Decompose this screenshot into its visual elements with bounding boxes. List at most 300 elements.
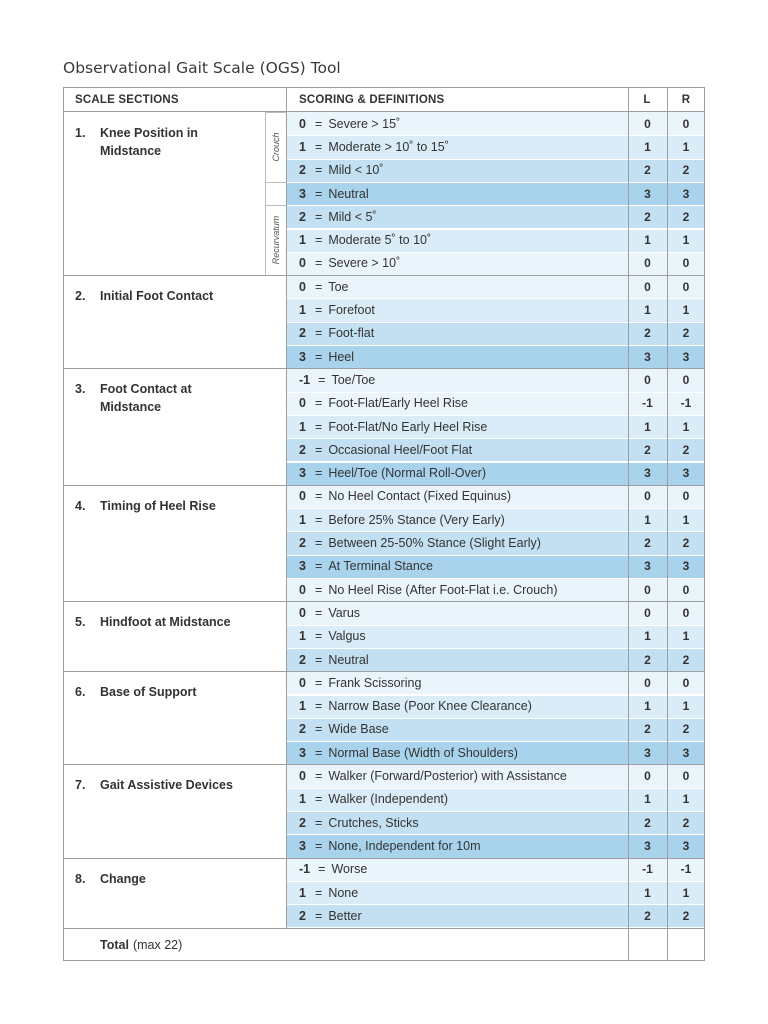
score-definition: Between 25-50% Stance (Slight Early) <box>328 536 541 551</box>
column-divider-definitions <box>286 87 287 929</box>
subgroup-edge <box>265 205 286 206</box>
section-heading <box>75 870 240 888</box>
left-score-cell[interactable]: 1 <box>628 881 667 904</box>
right-score-cell[interactable]: 2 <box>667 159 705 182</box>
left-score-cell[interactable]: 0 <box>628 578 667 601</box>
section-number: 8. <box>75 871 86 886</box>
table-border-right <box>704 87 705 961</box>
equals-sign: = <box>315 815 323 830</box>
score-value: -1 <box>299 372 311 387</box>
scoring-row <box>286 578 628 601</box>
scoring-row <box>286 392 628 415</box>
section-number: 7. <box>75 778 86 793</box>
scoring-row <box>286 112 628 135</box>
equals-sign: = <box>315 489 323 504</box>
score-value: 2 <box>299 209 306 224</box>
scoring-row <box>286 834 628 857</box>
score-value: 1 <box>299 629 306 644</box>
section-heading <box>75 776 240 794</box>
right-score-cell[interactable]: 3 <box>667 182 705 205</box>
score-definition: None <box>328 885 359 900</box>
section-divider <box>63 368 705 369</box>
score-definition: Mild < 10˚ <box>328 163 384 178</box>
left-score-cell[interactable]: 1 <box>628 508 667 531</box>
scoring-row <box>286 811 628 834</box>
equals-sign: = <box>315 745 323 760</box>
right-score-cell[interactable]: 3 <box>667 834 705 857</box>
score-value: 1 <box>299 792 306 807</box>
scoring-row <box>286 415 628 438</box>
score-definition: Foot-flat <box>328 326 375 341</box>
score-definition: Mild < 5˚ <box>328 209 377 224</box>
score-definition: No Heel Rise (After Foot-Flat i.e. Crouch) <box>328 582 558 597</box>
score-value: 1 <box>299 885 306 900</box>
equals-sign: = <box>315 233 323 248</box>
right-score-cell[interactable]: 3 <box>667 555 705 578</box>
score-definition: Toe <box>328 279 349 294</box>
scoring-row <box>286 345 628 368</box>
document-title: Observational Gait Scale (OGS) Tool <box>63 59 341 77</box>
scoring-row <box>286 275 628 298</box>
section-label <box>63 671 286 764</box>
left-score-cell[interactable]: 1 <box>628 298 667 321</box>
score-value: 3 <box>299 745 306 760</box>
score-definition: Neutral <box>328 186 369 201</box>
right-score-cell[interactable]: -1 <box>667 858 705 881</box>
section-number: 5. <box>75 615 86 630</box>
right-score-cell[interactable]: 0 <box>667 601 705 624</box>
right-score-cell[interactable]: 1 <box>667 695 705 718</box>
left-score-cell[interactable]: 2 <box>628 322 667 345</box>
equals-sign: = <box>318 372 326 387</box>
right-score-cell[interactable]: 0 <box>667 764 705 787</box>
row-divider <box>286 159 705 160</box>
row-divider <box>286 322 705 323</box>
equals-sign: = <box>315 722 323 737</box>
score-definition: Walker (Forward/Posterior) with Assistance <box>328 769 567 784</box>
left-score-cell[interactable]: 2 <box>628 648 667 671</box>
equals-sign: = <box>315 908 323 923</box>
equals-sign: = <box>315 838 323 853</box>
score-value: 1 <box>299 233 306 248</box>
row-divider <box>286 252 705 253</box>
equals-sign: = <box>315 139 323 154</box>
row-divider <box>286 904 705 905</box>
equals-sign: = <box>315 396 323 411</box>
score-definition: Moderate 5˚ to 10˚ <box>328 233 432 248</box>
scoring-row <box>286 695 628 718</box>
scoring-row <box>286 764 628 787</box>
right-score-cell[interactable]: 1 <box>667 415 705 438</box>
total-note: (max 22) <box>132 937 183 952</box>
score-value: 3 <box>299 349 306 364</box>
score-value: -1 <box>299 862 311 877</box>
section-number: 3. <box>75 382 86 397</box>
equals-sign: = <box>315 466 323 481</box>
section-label <box>63 601 286 671</box>
score-value: 2 <box>299 722 306 737</box>
score-definition: Severe > 10˚ <box>328 256 401 271</box>
row-divider <box>286 881 705 882</box>
score-definition: No Heel Contact (Fixed Equinus) <box>328 489 512 504</box>
right-score-cell[interactable]: 2 <box>667 648 705 671</box>
left-score-cell[interactable]: 3 <box>628 741 667 764</box>
score-value: 2 <box>299 326 306 341</box>
score-definition: Walker (Independent) <box>328 792 449 807</box>
right-score-cell[interactable]: 1 <box>667 625 705 648</box>
right-score-cell[interactable]: 1 <box>667 508 705 531</box>
left-score-cell[interactable]: 2 <box>628 718 667 741</box>
left-score-cell[interactable]: 1 <box>628 135 667 158</box>
total-right-cell[interactable] <box>667 929 705 962</box>
row-divider <box>286 229 705 230</box>
score-value: 0 <box>299 489 306 504</box>
right-score-cell[interactable]: 0 <box>667 485 705 508</box>
score-definition: Heel <box>328 349 355 364</box>
right-score-cell[interactable]: 1 <box>667 298 705 321</box>
section-name: Foot Contact at Midstance <box>100 382 192 415</box>
score-value: 2 <box>299 652 306 667</box>
row-divider <box>286 625 705 626</box>
right-score-cell[interactable]: 1 <box>667 788 705 811</box>
left-score-cell[interactable]: 0 <box>628 252 667 275</box>
equals-sign: = <box>315 186 323 201</box>
left-score-cell[interactable]: -1 <box>628 858 667 881</box>
score-definition: Worse <box>331 862 368 877</box>
equals-sign: = <box>318 862 326 877</box>
section-name: Gait Assistive Devices <box>100 778 233 793</box>
section-number: 2. <box>75 289 86 304</box>
section-label <box>63 275 286 368</box>
left-score-cell[interactable]: 2 <box>628 159 667 182</box>
equals-sign: = <box>315 769 323 784</box>
scoring-row <box>286 159 628 182</box>
right-score-cell[interactable]: 2 <box>667 718 705 741</box>
score-value: 0 <box>299 396 306 411</box>
left-score-cell[interactable]: 0 <box>628 112 667 135</box>
score-value: 1 <box>299 699 306 714</box>
scoring-row <box>286 904 628 927</box>
row-divider <box>286 415 705 416</box>
score-definition: Crutches, Sticks <box>328 815 419 830</box>
score-value: 2 <box>299 815 306 830</box>
section-name: Change <box>100 871 146 886</box>
equals-sign: = <box>315 699 323 714</box>
total-text: Total <box>100 937 129 952</box>
scoring-row <box>286 485 628 508</box>
score-definition: Normal Base (Width of Shoulders) <box>328 745 518 760</box>
equals-sign: = <box>315 629 323 644</box>
score-definition: Before 25% Stance (Very Early) <box>328 512 505 527</box>
table-border-bottom <box>63 960 705 961</box>
scoring-row <box>286 648 628 671</box>
equals-sign: = <box>315 326 323 341</box>
left-score-cell[interactable]: 1 <box>628 788 667 811</box>
row-divider <box>286 648 705 649</box>
right-score-cell[interactable]: 1 <box>667 229 705 252</box>
left-score-cell[interactable]: 3 <box>628 462 667 485</box>
score-definition: Better <box>328 908 362 923</box>
equals-sign: = <box>315 256 323 271</box>
right-score-cell[interactable]: 1 <box>667 135 705 158</box>
left-score-cell[interactable]: 3 <box>628 834 667 857</box>
right-score-cell[interactable]: 2 <box>667 811 705 834</box>
column-divider-left <box>628 87 629 961</box>
left-score-cell[interactable]: 2 <box>628 205 667 228</box>
left-score-cell[interactable]: 2 <box>628 531 667 554</box>
score-value: 3 <box>299 838 306 853</box>
header-scoring-definitions: SCORING & DEFINITIONS <box>299 93 445 106</box>
score-value: 1 <box>299 303 306 318</box>
left-score-cell[interactable]: 0 <box>628 368 667 391</box>
equals-sign: = <box>315 652 323 667</box>
score-definition: None, Independent for 10m <box>328 838 481 853</box>
equals-sign: = <box>315 442 323 457</box>
left-score-cell[interactable]: 1 <box>628 695 667 718</box>
left-score-cell[interactable]: 1 <box>628 625 667 648</box>
right-score-cell[interactable]: 0 <box>667 252 705 275</box>
right-score-cell[interactable]: 3 <box>667 345 705 368</box>
scoring-row <box>286 741 628 764</box>
subgroup-divider <box>265 112 266 275</box>
section-heading <box>75 380 240 416</box>
score-value: 1 <box>299 419 306 434</box>
right-score-cell[interactable]: 2 <box>667 205 705 228</box>
section-label <box>63 368 286 485</box>
row-divider <box>286 788 705 789</box>
row-divider <box>286 718 705 719</box>
equals-sign: = <box>315 536 323 551</box>
scoring-row <box>286 462 628 485</box>
table-border-top <box>63 87 705 88</box>
section-divider <box>63 671 705 672</box>
section-heading <box>75 124 240 160</box>
left-score-cell[interactable]: 0 <box>628 671 667 694</box>
left-score-cell[interactable]: 2 <box>628 438 667 461</box>
score-value: 3 <box>299 186 306 201</box>
subgroup-edge <box>265 182 286 183</box>
left-score-cell[interactable]: 3 <box>628 182 667 205</box>
section-heading <box>75 683 240 701</box>
table-border-left <box>63 87 64 961</box>
left-score-cell[interactable]: 1 <box>628 229 667 252</box>
section-name: Hindfoot at Midstance <box>100 615 231 630</box>
total-left-cell[interactable] <box>628 929 667 962</box>
scoring-row <box>286 438 628 461</box>
equals-sign: = <box>315 116 323 131</box>
equals-sign: = <box>315 885 323 900</box>
equals-sign: = <box>315 559 323 574</box>
scoring-row <box>286 671 628 694</box>
subgroup-label: Crouch <box>270 132 281 162</box>
section-number: 1. <box>75 126 86 140</box>
header-scale-sections: SCALE SECTIONS <box>75 93 179 106</box>
score-value: 2 <box>299 442 306 457</box>
equals-sign: = <box>315 279 323 294</box>
equals-sign: = <box>315 605 323 620</box>
left-score-cell[interactable]: 1 <box>628 415 667 438</box>
subgroup-label: Recurvatum <box>270 215 281 265</box>
scoring-row <box>286 788 628 811</box>
right-score-cell[interactable]: 0 <box>667 368 705 391</box>
score-definition: Moderate > 10˚ to 15˚ <box>328 139 449 154</box>
scoring-row <box>286 252 628 275</box>
equals-sign: = <box>315 419 323 434</box>
score-value: 0 <box>299 769 306 784</box>
scoring-row <box>286 531 628 554</box>
right-score-cell[interactable]: 2 <box>667 904 705 927</box>
row-divider <box>286 205 705 206</box>
section-number: 6. <box>75 685 86 700</box>
scoring-row <box>286 135 628 158</box>
score-value: 3 <box>299 559 306 574</box>
score-definition: Narrow Base (Poor Knee Clearance) <box>328 699 532 714</box>
section-divider <box>63 275 705 276</box>
right-score-cell[interactable]: 0 <box>667 275 705 298</box>
left-score-cell[interactable]: 2 <box>628 904 667 927</box>
left-score-cell[interactable]: 3 <box>628 555 667 578</box>
score-value: 0 <box>299 582 306 597</box>
row-divider <box>286 811 705 812</box>
score-definition: Valgus <box>328 629 366 644</box>
left-score-cell[interactable]: -1 <box>628 392 667 415</box>
score-definition: Foot-Flat/Early Heel Rise <box>328 396 468 411</box>
scoring-row <box>286 508 628 531</box>
equals-sign: = <box>315 512 323 527</box>
equals-sign: = <box>315 163 323 178</box>
row-divider <box>286 345 705 346</box>
left-score-cell[interactable]: 0 <box>628 764 667 787</box>
score-value: 2 <box>299 163 306 178</box>
row-divider <box>286 531 705 532</box>
right-score-cell[interactable]: 0 <box>667 671 705 694</box>
score-definition: Severe > 15˚ <box>328 116 401 131</box>
row-divider <box>286 135 705 136</box>
ogs-table <box>63 87 705 961</box>
score-definition: Wide Base <box>328 722 389 737</box>
score-definition: Forefoot <box>328 303 375 318</box>
scoring-row <box>286 601 628 624</box>
score-value: 0 <box>299 675 306 690</box>
left-score-cell[interactable]: 0 <box>628 601 667 624</box>
score-value: 0 <box>299 605 306 620</box>
score-value: 0 <box>299 279 306 294</box>
scoring-row <box>286 368 628 391</box>
section-name: Initial Foot Contact <box>100 289 214 304</box>
section-divider <box>63 601 705 602</box>
left-score-cell[interactable]: 3 <box>628 345 667 368</box>
scoring-row <box>286 298 628 321</box>
right-score-cell[interactable]: -1 <box>667 392 705 415</box>
section-heading <box>75 613 240 631</box>
section-divider <box>63 764 705 765</box>
score-value: 2 <box>299 536 306 551</box>
score-definition: Heel/Toe (Normal Roll-Over) <box>328 466 486 481</box>
section-label <box>63 858 286 928</box>
section-divider <box>63 928 705 929</box>
scoring-row <box>286 625 628 648</box>
section-heading <box>75 497 240 515</box>
right-score-cell[interactable]: 2 <box>667 531 705 554</box>
right-score-cell[interactable]: 0 <box>667 578 705 601</box>
score-definition: Toe/Toe <box>331 372 376 387</box>
section-heading <box>75 287 240 305</box>
row-divider <box>286 392 705 393</box>
header-divider <box>63 111 705 112</box>
total-label <box>100 929 400 962</box>
row-divider <box>286 508 705 509</box>
row-divider <box>286 555 705 556</box>
right-score-cell[interactable]: 2 <box>667 438 705 461</box>
row-divider <box>286 298 705 299</box>
row-divider <box>286 462 705 463</box>
header-right: R <box>681 93 691 106</box>
equals-sign: = <box>315 792 323 807</box>
section-name: Timing of Heel Rise <box>100 498 216 513</box>
equals-sign: = <box>315 582 323 597</box>
section-number: 4. <box>75 498 86 513</box>
row-divider <box>286 578 705 579</box>
score-definition: Varus <box>328 605 361 620</box>
section-label <box>63 112 286 275</box>
header-left: L <box>643 93 651 106</box>
score-definition: Foot-Flat/No Early Heel Rise <box>328 419 488 434</box>
left-score-cell[interactable]: 0 <box>628 485 667 508</box>
left-score-cell[interactable]: 0 <box>628 275 667 298</box>
section-name: Base of Support <box>100 685 197 700</box>
column-divider-right <box>667 87 668 961</box>
right-score-cell[interactable]: 2 <box>667 322 705 345</box>
scoring-row <box>286 718 628 741</box>
score-value: 1 <box>299 139 306 154</box>
score-definition: Frank Scissoring <box>328 675 422 690</box>
scoring-row <box>286 555 628 578</box>
left-score-cell[interactable]: 2 <box>628 811 667 834</box>
score-definition: Neutral <box>328 652 369 667</box>
subgroup-edge <box>265 112 286 113</box>
row-divider <box>286 695 705 696</box>
scoring-row <box>286 182 628 205</box>
row-divider <box>286 834 705 835</box>
equals-sign: = <box>315 209 323 224</box>
scoring-row <box>286 322 628 345</box>
row-divider <box>286 438 705 439</box>
score-definition: At Terminal Stance <box>328 559 433 574</box>
score-value: 0 <box>299 256 306 271</box>
right-score-cell[interactable]: 3 <box>667 462 705 485</box>
row-divider <box>286 741 705 742</box>
right-score-cell[interactable]: 0 <box>667 112 705 135</box>
score-value: 3 <box>299 466 306 481</box>
score-value: 2 <box>299 908 306 923</box>
section-divider <box>63 858 705 859</box>
scoring-row <box>286 229 628 252</box>
equals-sign: = <box>315 303 323 318</box>
row-divider <box>286 182 705 183</box>
section-label <box>63 485 286 602</box>
right-score-cell[interactable]: 3 <box>667 741 705 764</box>
right-score-cell[interactable]: 1 <box>667 881 705 904</box>
section-label <box>63 764 286 857</box>
section-divider <box>63 485 705 486</box>
scoring-row <box>286 205 628 228</box>
section-name: Knee Position in Midstance <box>100 126 198 158</box>
score-value: 0 <box>299 116 306 131</box>
equals-sign: = <box>315 675 323 690</box>
score-value: 1 <box>299 512 306 527</box>
scoring-row <box>286 858 628 881</box>
score-definition: Occasional Heel/Foot Flat <box>328 442 473 457</box>
